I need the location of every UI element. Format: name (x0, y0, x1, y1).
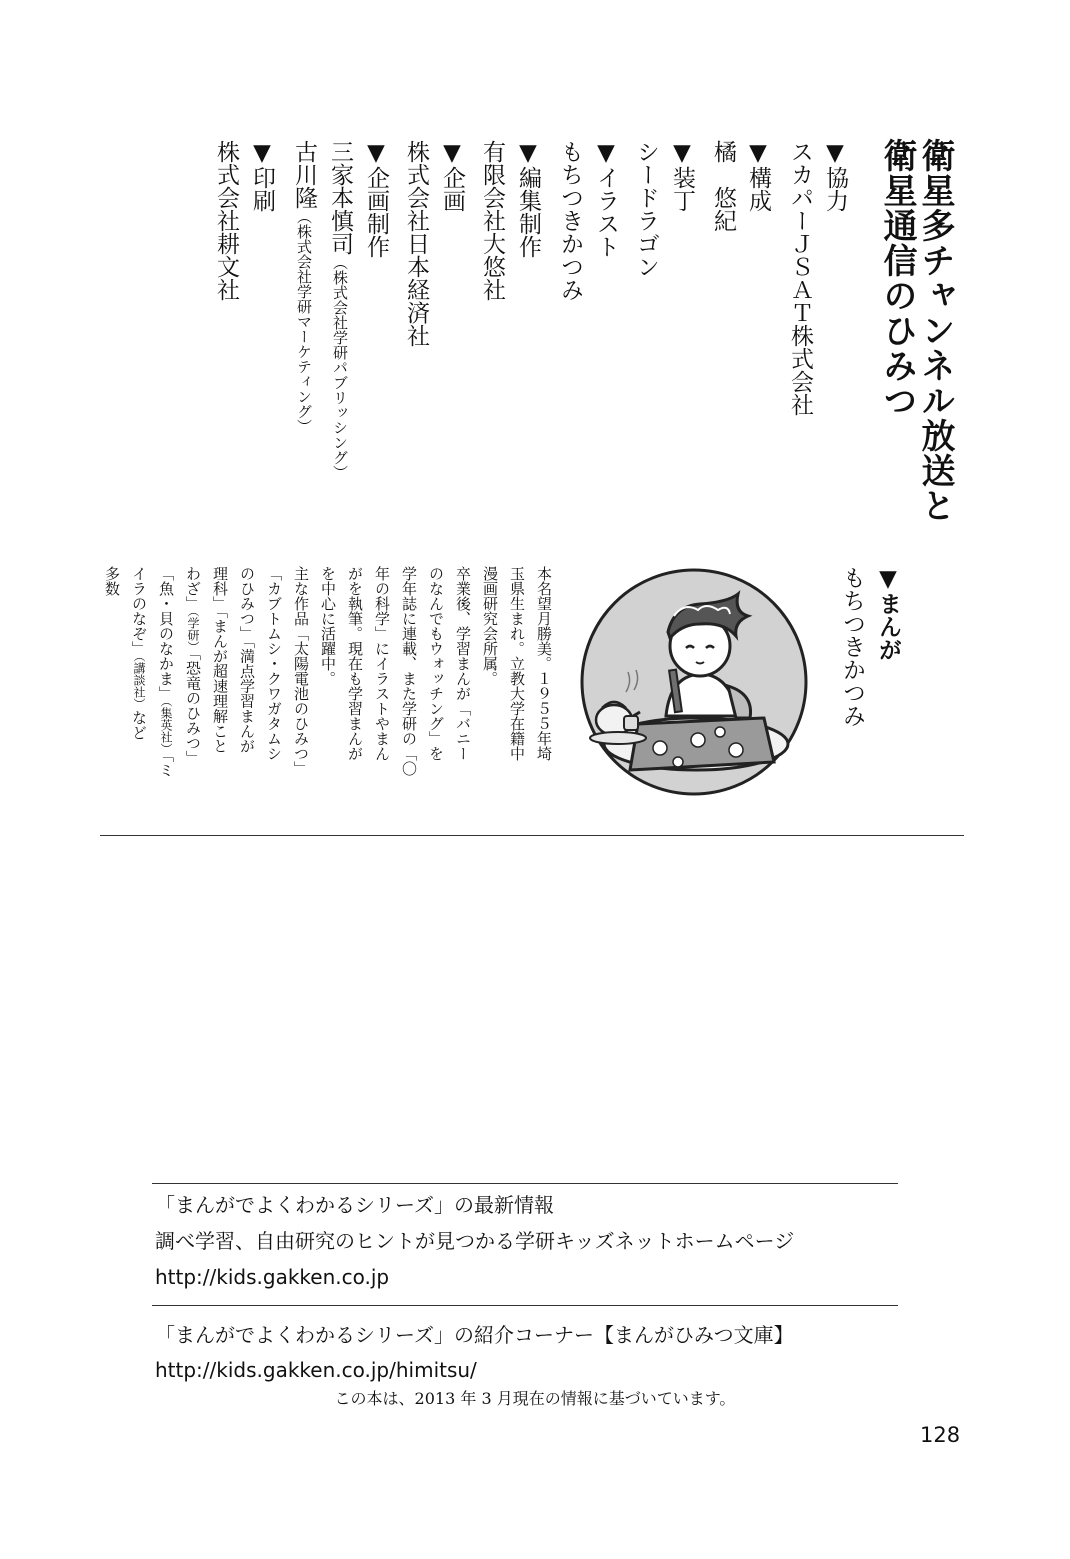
bio-line: 玉県生まれ。立教大学在籍中 (508, 566, 526, 761)
credit-heading-production: ▼企画制作 (363, 140, 389, 258)
credit-heading-cooperation: ▼協力 (822, 140, 848, 212)
credit-person-name: 古川隆 (291, 140, 317, 209)
series-corner-info: 「まんがでよくわかるシリーズ」の紹介コーナー【まんがひみつ文庫】 (155, 1323, 794, 1347)
bio-line: のひみつ」「満点学習まんが (238, 566, 256, 754)
page-number: 128 (920, 1423, 961, 1447)
info-middle-rule (152, 1305, 898, 1306)
bio-line: 多数 (103, 566, 121, 596)
info-top-rule (152, 1183, 898, 1184)
credit-value-production-2 (292, 140, 315, 434)
himitsu-url-link[interactable]: http://kids.gakken.co.jp/himitsu/ (155, 1358, 477, 1382)
bio-line: 「カブトムシ・クワガタムシ (265, 566, 283, 761)
bio-line: 卒業後、学習まんが「バニー (454, 566, 472, 761)
kids-net-description: 調べ学習、自由研究のヒントが見つかる学研キッズネットホームページ (155, 1229, 795, 1253)
credit-heading-design: ▼装丁 (669, 140, 695, 212)
artist-biography (100, 566, 560, 816)
bio-line: 漫画研究会所属。 (481, 566, 499, 686)
bio-line: 年の科学」にイラストやまん (373, 566, 391, 761)
credit-heading-editing: ▼編集制作 (515, 140, 541, 258)
kids-net-url-link[interactable]: http://kids.gakken.co.jp (155, 1265, 390, 1289)
bio-line: 主な作品「太陽電池のひみつ」 (292, 566, 310, 776)
bio-line: のなんでもウォッチング」を (427, 566, 445, 761)
credit-value-planning: 株式会社日本経済社 (403, 140, 429, 347)
credit-heading-printing: ▼印刷 (249, 140, 275, 212)
bio-line: 学年誌に連載、また学研の「〇 (400, 566, 418, 776)
bio-line: 「魚・貝のなかま」（集英社）「ミ (157, 566, 175, 778)
manga-heading: ▼まんが (875, 566, 901, 661)
information-date-note: この本は、2013 年 3 月現在の情報に基づいています。 (334, 1389, 736, 1408)
credit-affiliation: （株式会社学研パブリッシング） (331, 255, 349, 480)
artist-illustration (578, 566, 810, 798)
credit-heading-illustration: ▼イラスト (593, 140, 619, 258)
series-latest-info: 「まんがでよくわかるシリーズ」の最新情報 (155, 1193, 554, 1217)
bio-line: 本名望月勝美。１９５５年埼 (535, 566, 553, 761)
divider (100, 835, 964, 836)
bio-line: を中心に活躍中。 (319, 566, 337, 686)
bio-line: がを執筆。現在も学習まんが (346, 566, 364, 761)
credit-value-composition: 橘 悠紀 (710, 140, 736, 232)
manga-artist-name: もちつきかつみ (839, 566, 865, 727)
credit-value-cooperation: スカパーＪＳＡＴ株式会社 (787, 140, 813, 416)
book-title-line1: 衛星多チャンネル放送と (915, 138, 955, 523)
credit-person-name: 三家本慎司 (327, 140, 353, 255)
bio-line: イラのなぞ」（講談社）など (130, 566, 148, 740)
credit-heading-composition: ▼構成 (745, 140, 771, 212)
credit-value-production-1 (328, 140, 351, 480)
credit-heading-planning: ▼企画 (439, 140, 465, 212)
credit-value-illustration: もちつきかつみ (557, 140, 583, 301)
credit-value-printing: 株式会社耕文社 (213, 140, 239, 301)
credit-value-editing: 有限会社大悠社 (479, 140, 505, 301)
credit-value-design: シードラゴン (633, 140, 659, 278)
book-title-line2: 衛星通信のひみつ (877, 138, 917, 418)
bio-line: 理科」「まんが超速理解こと (211, 566, 229, 754)
bio-line: わざ」（学研）「恐竜のひみつ」 (184, 566, 202, 766)
credit-affiliation: （株式会社学研マーケティング） (295, 209, 313, 434)
